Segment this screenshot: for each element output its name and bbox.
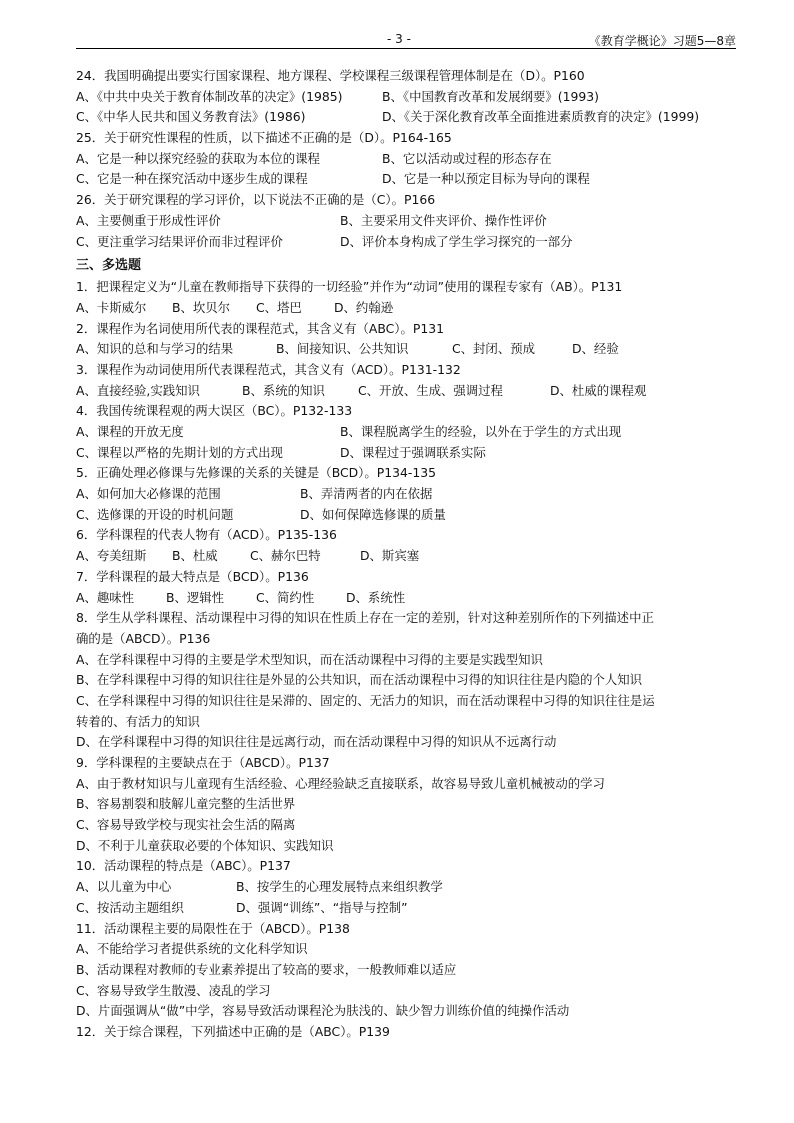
option-c: C、容易导致学生散漫、凌乱的学习 xyxy=(76,982,271,998)
section-title: 三、多选题 xyxy=(76,258,142,274)
option-c: C、在学科课程中习得的知识往往是呆滞的、固定的、无活力的知识，而在活动课程中习得的知识往往是运 xyxy=(76,692,655,708)
option-row xyxy=(76,546,738,567)
page-content xyxy=(76,66,738,1043)
option-row xyxy=(76,877,738,898)
option-d: D、斯宾塞 xyxy=(360,548,420,564)
question-stem: 4．我国传统课程观的两大误区（BC）。P132-133 xyxy=(76,403,353,419)
question-stem-continued: 确的是（ABCD）。P136 xyxy=(76,630,211,646)
option-row xyxy=(76,87,738,108)
option-row xyxy=(76,232,738,253)
option-row xyxy=(76,339,738,360)
question-stem: 24．我国明确提出要实行国家课程、地方课程、学校课程三级课程管理体制是在（D）。P160 xyxy=(76,68,585,83)
option-b: B、容易割裂和肢解儿童完整的生活世界 xyxy=(76,796,296,812)
option-b: B、活动课程对教师的专业素养提出了较高的要求，一般教师难以适应 xyxy=(76,961,457,977)
option-row xyxy=(76,588,738,609)
option-a: A、《中共中央关于教育体制改革的决定》(1985) xyxy=(76,88,343,104)
option-c: C、封闭、预成 xyxy=(452,341,535,357)
option-a: A、卡斯威尔 xyxy=(76,299,147,315)
question-stem: 11．活动课程主要的局限性在于（ABCD）。P138 xyxy=(76,920,350,936)
question-stem: 25．关于研究性课程的性质，以下描述不正确的是（D）。P164-165 xyxy=(76,130,452,146)
question-stem: 9．学科课程的主要缺点在于（ABCD）。P137 xyxy=(76,755,330,770)
option-row xyxy=(76,443,738,464)
option-d: D、系统性 xyxy=(346,589,406,605)
option-d: D、强调“训练”、“指导与控制” xyxy=(236,899,408,915)
option-c: C、赫尔巴特 xyxy=(250,548,321,564)
option-c: C、它是一种在探究活动中逐步生成的课程 xyxy=(76,171,308,187)
option-row xyxy=(76,107,738,128)
option-a: A、在学科课程中习得的主要是学术型知识，而在活动课程中习得的主要是实践型知识 xyxy=(76,651,543,667)
option-c: C、选修课的开设的时机问题 xyxy=(76,506,234,522)
option-d: D、约翰逊 xyxy=(334,299,394,315)
option-row xyxy=(76,149,738,170)
option-d: D、不利于儿童获取必要的个体知识、实践知识 xyxy=(76,837,334,853)
option-a: A、以儿童为中心 xyxy=(76,879,172,895)
question-stem: 2．课程作为名词使用所代表的课程范式，其含义有（ABC）。P131 xyxy=(76,320,444,336)
option-c-continued: 转着的、有活力的知识 xyxy=(76,713,200,729)
option-a: A、主要侧重于形成性评价 xyxy=(76,212,221,228)
option-row xyxy=(76,298,738,319)
option-d: D、片面强调从“做”中学，容易导致活动课程沦为肤浅的、缺少智力训练价值的纯操作活动 xyxy=(76,1003,570,1019)
option-b: B、逻辑性 xyxy=(166,589,225,605)
option-a: A、如何加大必修课的范围 xyxy=(76,486,221,502)
question-stem: 1．把课程定义为“儿童在教师指导下获得的一切经验”并作为“动词”使用的课程专家有（AB）。P131 xyxy=(76,279,623,295)
option-a: A、夸美纽斯 xyxy=(76,548,147,564)
question-stem: 6．学科课程的代表人物有（ACD）。P135-136 xyxy=(76,527,337,543)
option-d: D、评价本身构成了学生学习探究的一部分 xyxy=(340,233,573,249)
option-row xyxy=(76,505,738,526)
option-a: A、不能给学习者提供系统的文化科学知识 xyxy=(76,941,308,957)
option-d: D、它是一种以预定目标为导向的课程 xyxy=(382,171,590,187)
option-b: B、坎贝尔 xyxy=(172,299,231,315)
question-stem: 10．活动课程的特点是（ABC）。P137 xyxy=(76,858,291,874)
question-stem: 12．关于综合课程，下列描述中正确的是（ABC）。P139 xyxy=(76,1023,390,1039)
page-number: - 3 - xyxy=(387,32,411,46)
option-a: A、知识的总和与学习的结果 xyxy=(76,341,234,357)
question-stem: 7．学科课程的最大特点是（BCD）。P136 xyxy=(76,568,309,584)
option-d: D、在学科课程中习得的知识往往是远离行动，而在活动课程中习得的知识从不远离行动 xyxy=(76,734,557,750)
document-title: 《教育学概论》习题5—8章 xyxy=(588,34,736,48)
option-c: C、更注重学习结果评价而非过程评价 xyxy=(76,233,283,249)
option-b: B、课程脱离学生的经验，以外在于学生的方式出现 xyxy=(340,424,622,439)
option-d: D、《关于深化教育改革全面推进素质教育的决定》(1999) xyxy=(382,109,700,125)
option-c: C、开放、生成、强调过程 xyxy=(358,382,503,398)
option-d: D、杜威的课程观 xyxy=(550,382,647,398)
option-b: B、按学生的心理发展特点来组织教学 xyxy=(236,879,443,895)
option-c: C、塔巴 xyxy=(256,299,302,315)
question-stem: 3．课程作为动词使用所代表课程范式，其含义有（ACD）。P131-132 xyxy=(76,361,461,377)
option-a: A、直接经验,实践知识 xyxy=(76,382,200,398)
question-stem: 5．正确处理必修课与先修课的关系的关键是（BCD）。P134-135 xyxy=(76,465,436,481)
option-c: C、按活动主题组织 xyxy=(76,899,184,915)
option-d: D、课程过于强调联系实际 xyxy=(340,444,486,460)
option-a: A、课程的开放无度 xyxy=(76,424,184,439)
option-row xyxy=(76,169,738,190)
option-b: B、系统的知识 xyxy=(242,382,325,398)
page-header xyxy=(76,30,736,49)
option-b: B、弄清两者的内在依据 xyxy=(300,486,433,502)
option-row xyxy=(76,211,738,232)
option-b: B、间接知识、公共知识 xyxy=(276,341,409,357)
question-stem: 26．关于研究课程的学习评价，以下说法不正确的是（C）。P166 xyxy=(76,192,436,208)
option-c: C、简约性 xyxy=(256,589,315,605)
option-b: B、主要采用文件夹评价、操作性评价 xyxy=(340,212,547,228)
option-row xyxy=(76,898,738,919)
option-b: B、它以活动或过程的形态存在 xyxy=(382,150,552,166)
option-b: B、杜威 xyxy=(172,548,218,564)
option-c: C、《中华人民共和国义务教育法》(1986) xyxy=(76,109,306,125)
question-stem: 8．学生从学科课程、活动课程中习得的知识在性质上存在一定的差别，针对这种差别所作的下列描述中正 xyxy=(76,610,654,626)
option-d: D、经验 xyxy=(572,341,619,357)
option-b: B、《中国教育改革和发展纲要》(1993) xyxy=(382,88,599,104)
option-b: B、在学科课程中习得的知识往往是外显的公共知识，而在活动课程中习得的知识往往是内隐的个人知识 xyxy=(76,672,643,688)
option-d: D、如何保障选修课的质量 xyxy=(300,506,446,522)
option-a: A、它是一种以探究经验的获取为本位的课程 xyxy=(76,150,320,166)
option-c: C、课程以严格的先期计划的方式出现 xyxy=(76,444,283,460)
option-row xyxy=(76,422,738,443)
option-row xyxy=(76,381,738,402)
option-a: A、趣味性 xyxy=(76,589,135,605)
option-a: A、由于教材知识与儿童现有生活经验、心理经验缺乏直接联系，故容易导致儿童机械被动的学习 xyxy=(76,775,605,791)
option-c: C、容易导致学校与现实社会生活的隔离 xyxy=(76,817,296,833)
option-row xyxy=(76,484,738,505)
